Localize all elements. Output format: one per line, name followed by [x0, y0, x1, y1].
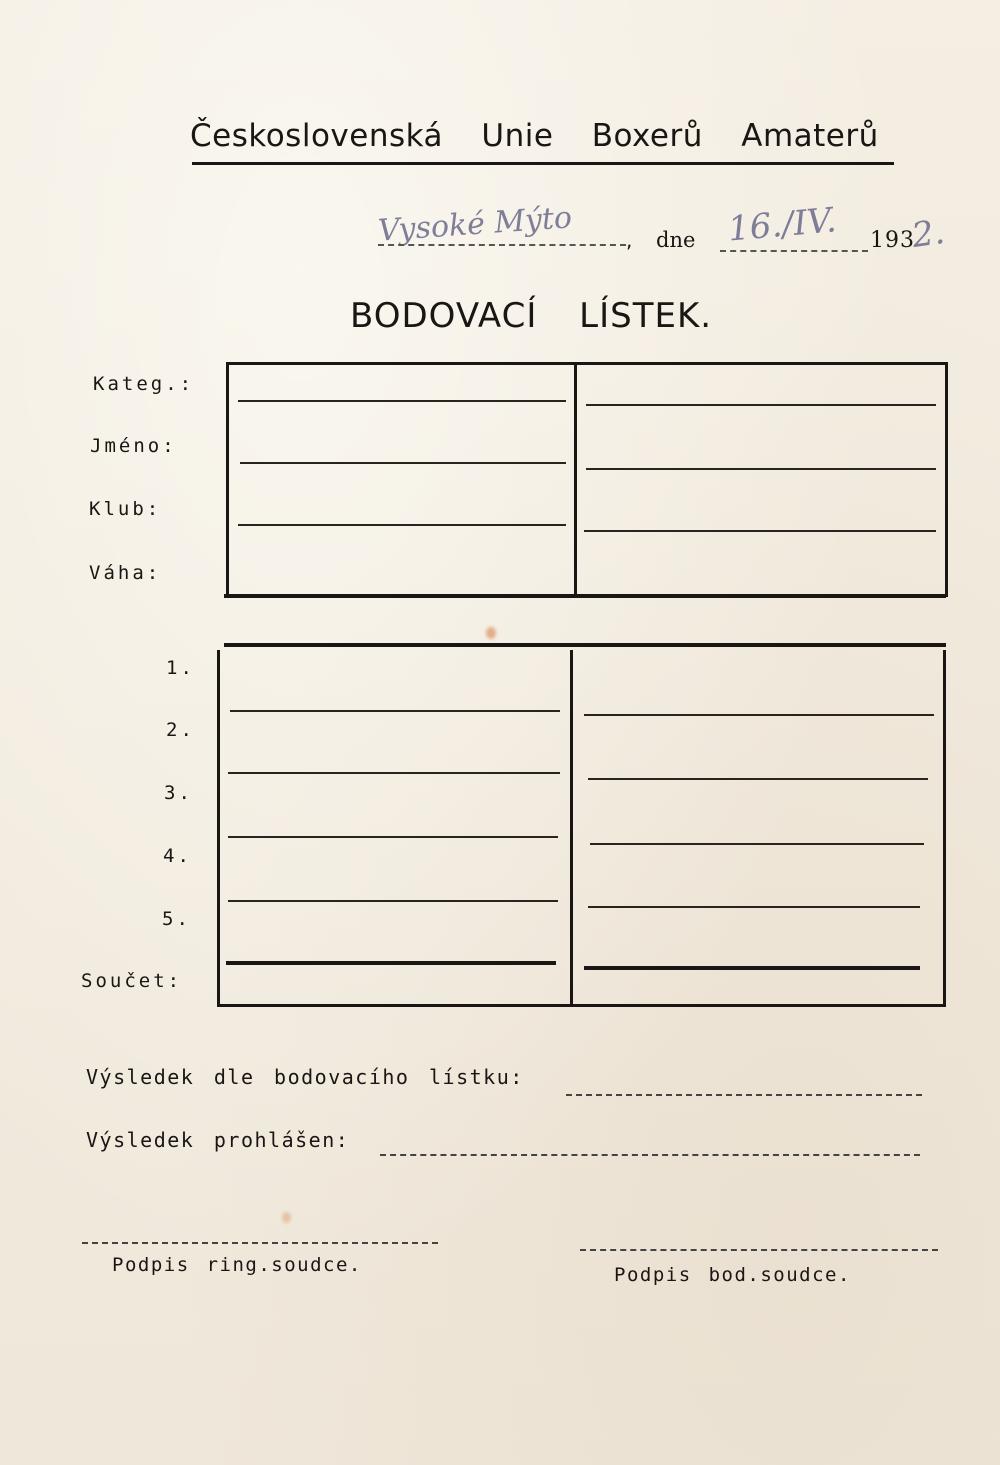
place-field-line — [378, 244, 626, 246]
label-name: Jméno: — [90, 435, 177, 457]
round-line-left-4 — [228, 900, 558, 902]
label-round-4: 4. — [163, 845, 192, 867]
date-handwritten: 16./IV. — [726, 200, 838, 250]
label-round-1: 1. — [166, 657, 195, 679]
round-line-right-3 — [590, 843, 924, 845]
rounds-box-divider — [570, 650, 573, 1006]
title-underline — [192, 162, 894, 165]
ring-judge-signature-line — [82, 1242, 438, 1244]
result-declared-line — [380, 1154, 920, 1156]
label-round-3: 3. — [164, 782, 193, 804]
stain-spot — [486, 627, 496, 639]
round-line-left-2 — [228, 772, 560, 774]
label-round-5: 5. — [162, 908, 191, 930]
round-line-right-2 — [588, 778, 928, 780]
info-line-left-1 — [238, 400, 566, 402]
points-judge-signature-label: Podpis bod.soudce. — [614, 1264, 851, 1286]
result-by-card-line — [566, 1094, 922, 1096]
round-line-right-1 — [584, 714, 934, 716]
label-weight: Váha: — [89, 562, 162, 584]
ring-judge-signature-label: Podpis ring.soudce. — [112, 1254, 362, 1276]
place-handwritten: Vysoké Mýto — [377, 200, 574, 249]
info-box-bottom — [224, 594, 946, 598]
label-category: Kateg.: — [93, 373, 195, 395]
stain-spot — [282, 1212, 291, 1223]
info-box — [226, 362, 948, 597]
info-line-right-3 — [584, 530, 936, 532]
info-line-right-1 — [586, 404, 936, 406]
round-line-right-4 — [588, 906, 920, 908]
total-line-right — [584, 966, 920, 970]
round-line-left-1 — [230, 710, 560, 712]
year-printed: 193 — [870, 228, 915, 253]
organization-title: Československá Unie Boxerů Amaterů — [190, 118, 879, 154]
date-word: dne — [656, 228, 696, 252]
info-line-left-2 — [240, 462, 566, 464]
label-round-2: 2. — [166, 719, 195, 741]
rounds-box — [217, 650, 946, 1007]
place-comma: , — [626, 228, 633, 252]
label-total: Součet: — [81, 970, 183, 992]
year-handwritten: 2. — [909, 211, 948, 257]
points-judge-signature-line — [580, 1249, 938, 1251]
result-declared-label: Výsledek prohlášen: — [86, 1128, 350, 1152]
info-line-left-3 — [238, 524, 566, 526]
info-box-divider — [574, 365, 577, 595]
rounds-box-top — [224, 643, 946, 647]
form-title: BODOVACÍ LÍSTEK. — [350, 296, 713, 336]
round-line-left-3 — [228, 836, 558, 838]
label-club: Klub: — [89, 498, 162, 520]
total-line-left — [226, 961, 556, 965]
info-line-right-2 — [586, 468, 936, 470]
date-field-line — [720, 250, 868, 252]
result-by-card-label: Výsledek dle bodovacího lístku: — [86, 1065, 524, 1089]
